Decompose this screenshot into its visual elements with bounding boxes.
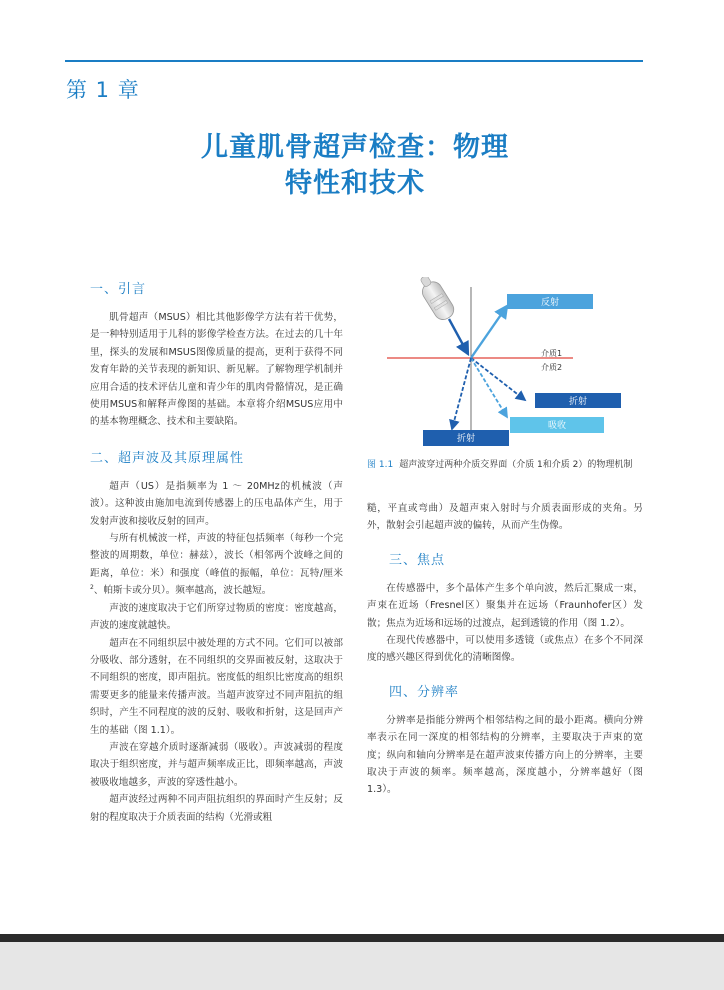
paragraph: 在传感器中，多个晶体产生多个单向波，然后汇聚成一束，声束在近场（Fresnel区）聚集并在远场（Fraunhofer区）发散；焦点为近场和远场的过渡点，起到透镜的作用（图 1.2）。: [367, 582, 643, 629]
paragraph: 分辨率是指能分辨两个相邻结构之间的最小距离。横向分辨率表示在同一深度的相邻结构的分辨率，主要取决于声束的宽度；纵向和轴向分辨率是在超声波束传播方向上的分辨率，主要取决于声波的频率。频率越高，深度越小，分辨率越好（图 1.3）。: [367, 714, 643, 796]
reflection-arrow: [471, 306, 507, 358]
page-footer-bar: [0, 934, 724, 990]
paragraph: 超声波经过两种不同声阻抗组织的界面时产生反射；反射的程度取决于介质表面的结构（光滑或粗: [90, 794, 343, 823]
probe-icon: [415, 277, 457, 323]
superscript: 2: [90, 584, 94, 592]
right-column: [367, 500, 643, 799]
paragraph: 声波在穿越介质时逐渐减弱（吸收）。声波减弱的程度取决于组织密度，并与超声频率成正比，即频率越高，声波被吸收地越多，声波的穿透性越小。: [90, 741, 343, 788]
incident-arrow: [449, 319, 468, 354]
left-column: [90, 278, 343, 826]
figure-number: 图 1.1: [367, 460, 394, 470]
section-heading-ultrasound: 二、超声波及其原理属性: [90, 450, 245, 466]
footer-light-band: [0, 942, 724, 990]
chapter-label: 第 1 章: [66, 78, 140, 102]
absorption-arrow: [471, 358, 507, 417]
paragraph: [90, 530, 343, 600]
absorption-label: 吸收: [547, 421, 567, 431]
paragraph: 在现代传感器中，可以使用多透镜（或焦点）在多个不同深度的感兴趣区得到优化的清晰图像。: [367, 635, 643, 664]
figure-diagram: [367, 277, 643, 455]
paragraph: 肌骨超声（MSUS）相比其他影像学方法有若干优势，是一种特别适用于儿科的影像学检查方法。在过去的几十年里，探头的发展和MSUS图像质量的提高，更利于获得不同发育年龄的关节表现的新知识、新见解。了解物理学机制并应用合适的技术评估儿童和青少年的肌肉骨骼情况，是正确使用MSUS和解释声像图的基础。本章将介绍MSUS应用中的基本物理概念、技术和主要缺陷。: [90, 312, 343, 428]
medium2-label: 介质2: [541, 363, 563, 372]
section-heading-focus: 三、焦点: [389, 552, 446, 568]
figure-caption: [367, 458, 643, 473]
paragraph: 声波的速度取决于它们所穿过物质的密度：密度越高，声波的速度就越快。: [90, 602, 343, 632]
paragraph-part: 与所有机械波一样，声波的特征包括频率（每秒一个完整波的周期数，单位：赫兹），波长（相邻两个波峰之间的距离，单位：米）和强度（峰值的振幅，单位：瓦特/厘米: [90, 533, 343, 579]
chapter-title: [120, 130, 590, 202]
figure-1-1: [367, 277, 643, 455]
refraction-label-bottom: 折射: [456, 434, 476, 444]
refraction-arrow-bottom: [452, 358, 471, 429]
refraction-label-right: 折射: [568, 397, 588, 407]
medium1-label: 介质1: [541, 349, 563, 358]
refraction-arrow-right: [471, 358, 525, 400]
top-rule: [65, 60, 643, 62]
section-heading-resolution: 四、分辨率: [389, 684, 460, 700]
paragraph: 超声在不同组织层中被处理的方式不同。它们可以被部分吸收、部分透射，在不同组织的交界面被反射，这取决于不同组织的密度，即声阻抗。密度低的组织比密度高的组织需要更多的能量来传播声波。当超声波穿过不同声阻抗的组织时，产生不同程度的波的反射、吸收和折射，这是回声产生的基础（图 1.1）。: [90, 637, 343, 736]
paragraph: 超声（US）是指频率为 1 ～ 20MHz的机械波（声波）。这种波由施加电流到传感器上的压电晶体产生，用于发射声波和接收反射的回声。: [90, 480, 343, 527]
reflection-label: 反射: [540, 298, 560, 308]
paragraph-part: 、帕斯卡或分贝）。频率越高，波长越短。: [93, 585, 272, 597]
paragraph: 糙，平直或弯曲）及超声束入射时与介质表面形成的夹角。另外，散射会引起超声波的偏转，从而产生伪像。: [367, 503, 643, 532]
title-line-1: 儿童肌骨超声检查：物理: [201, 132, 509, 163]
figure-caption-text: 超声波穿过两种介质交界面（介质 1和介质 2）的物理机制: [399, 460, 633, 470]
title-line-2: 特性和技术: [285, 168, 425, 199]
section-heading-intro: 一、引言: [90, 282, 147, 297]
